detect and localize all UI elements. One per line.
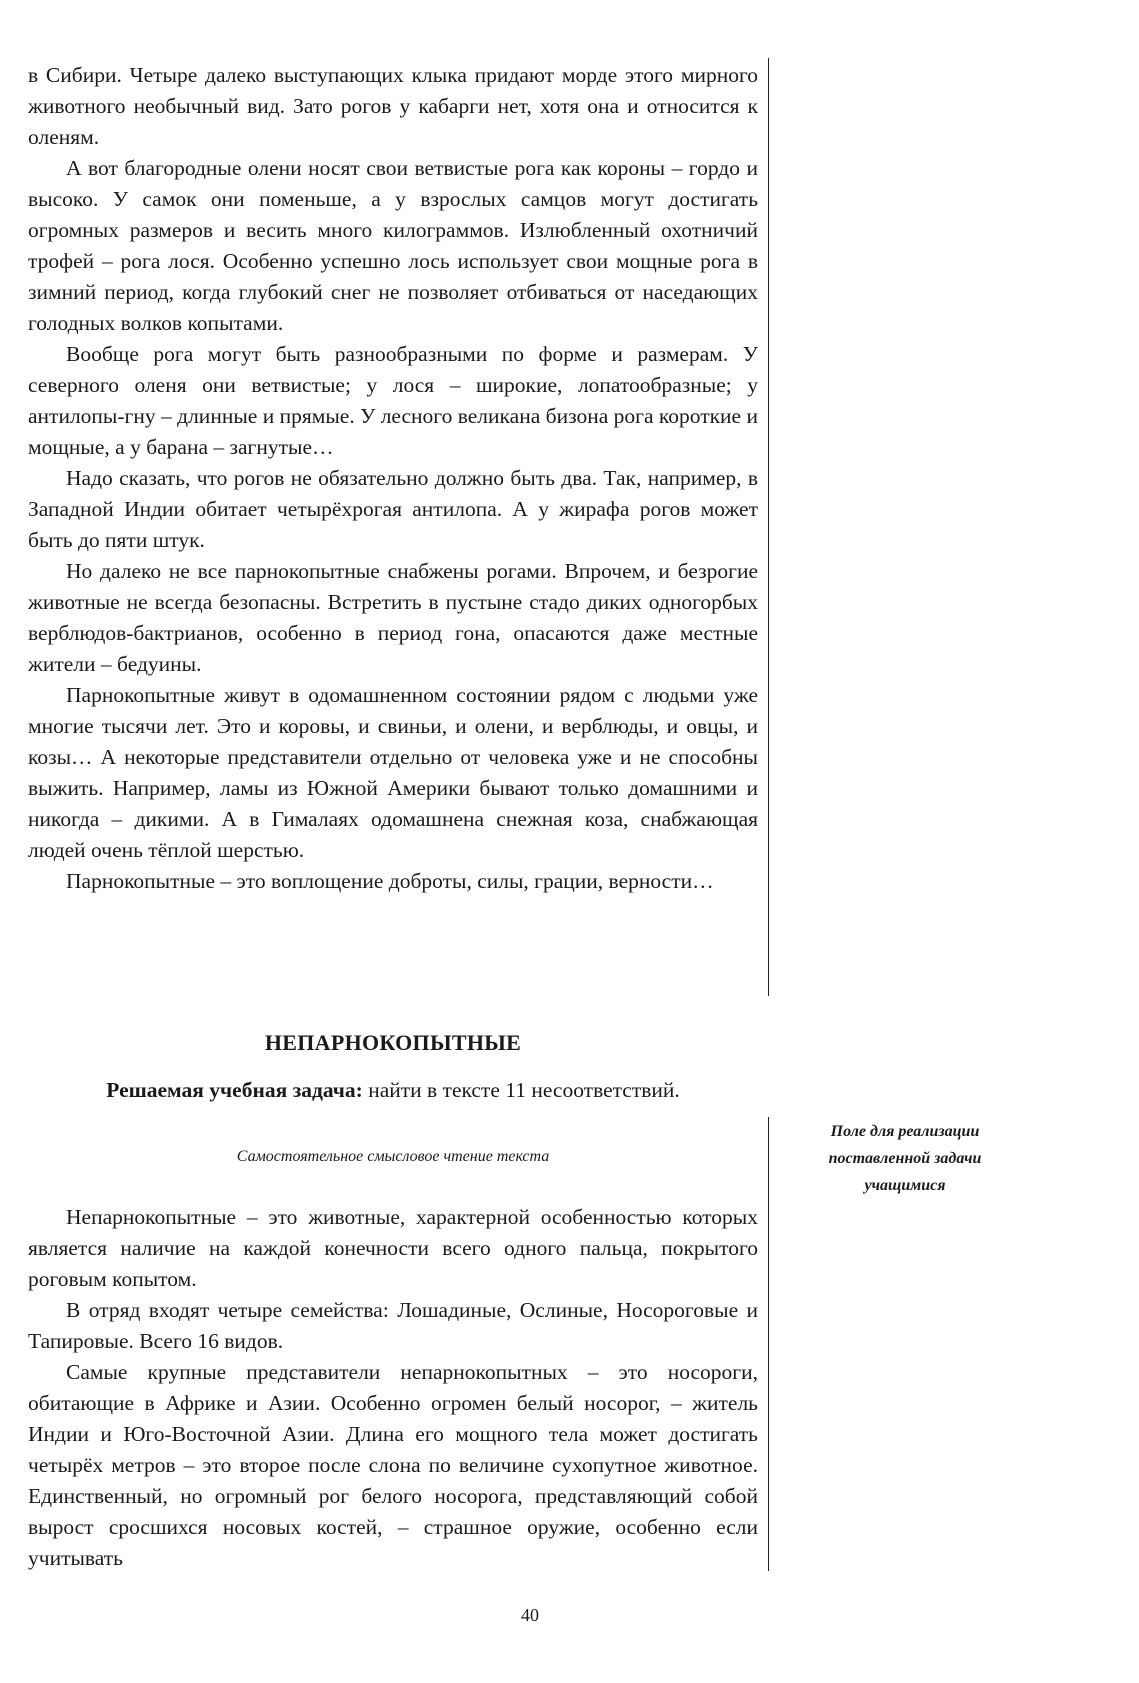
column-divider bbox=[768, 1117, 769, 1571]
task-label: Решаемая учебная задача: bbox=[106, 1078, 363, 1102]
paragraph: в Сибири. Четыре далеко выступающих клыка придают морде этого мирного животного необычный вид. Зато рогов у кабарги нет, хотя она и относится к оленям. bbox=[28, 63, 758, 149]
paragraph: В отряд входят четыре семейства: Лошадиные, Ослиные, Носороговые и Тапировые. Всего 16 видов. bbox=[28, 1298, 758, 1353]
task-text: найти в тексте 11 несоответствий. bbox=[368, 1078, 680, 1102]
paragraph: Вообще рога могут быть разнообразными по форме и размерам. У северного оленя они ветвистые; у лося – широкие, лопатообразные; у антилопы-гну – длинные и прямые. У лесного великана бизона рога короткие и мощные, а у барана – загнутые… bbox=[28, 342, 758, 459]
paragraph: Надо сказать, что рогов не обязательно должно быть два. Так, например, в Западной Индии обитает четырёхрогая антилопа. А у жирафа рогов может быть до пяти штук. bbox=[28, 466, 758, 552]
column-divider bbox=[768, 58, 769, 996]
page-number: 40 bbox=[521, 1605, 539, 1625]
paragraph: А вот благородные олени носят свои ветвистые рога как короны – гордо и высоко. У самок они поменьше, а у взрослых самцов могут достигать огромных размеров и весить много килограммов. Излюбленный охотничий трофей – рога лося. Особенно успешно лось использует свои мощные рога в зимний период, когда глубокий снег не позволяет отбиваться от наседающих голодных волков копытами. bbox=[28, 156, 758, 335]
upper-text-column bbox=[28, 60, 758, 897]
lower-text-column bbox=[28, 1202, 758, 1574]
margin-note: Поле для реализации поставленной задачи учащимися bbox=[828, 1123, 982, 1194]
paragraph: Парнокопытные живут в одомашненном состоянии рядом с людьми уже многие тысячи лет. Это и коровы, и свиньи, и олени, и верблюды, и овцы, и козы… А некоторые представители отдельно от человека уже и не способны выжить. Например, ламы из Южной Америки бывают только домашними и никогда – дикими. А в Гималаях одомашнена снежная коза, снабжающая людей очень тёплой шерстью. bbox=[28, 683, 758, 862]
paragraph: Парнокопытные – это воплощение доброты, силы, грации, верности… bbox=[66, 869, 714, 893]
paragraph: Самые крупные представители непарнокопытных – это носороги, обитающие в Африке и Азии. Особенно огромен белый носорог, – житель Индии и Юго-Восточной Азии. Длина его мощного тела может достигать четырёх метров – это второе после слона по величине сухопутное животное. Единственный, но огромный рог белого носорога, представляющий собой вырост сросшихся носовых костей, – страшное оружие, особенно если учитывать bbox=[28, 1360, 758, 1570]
reading-label: Самостоятельное смысловое чтение текста bbox=[236, 1148, 550, 1165]
paragraph: Непарнокопытные – это животные, характерной особенностью которых является наличие на каждой конечности всего одного пальца, покрытого роговым копытом. bbox=[28, 1205, 758, 1291]
paragraph: Но далеко не все парнокопытные снабжены рогами. Впрочем, и безрогие животные не всегда безопасны. Встретить в пустыне стадо диких одногорбых верблюдов-бактрианов, особенно в период гона, опасаются даже местные жители – бедуины. bbox=[28, 559, 758, 676]
learning-task bbox=[28, 1078, 758, 1103]
section-title: НЕПАРНОКОПЫТНЫЕ bbox=[264, 1030, 522, 1055]
